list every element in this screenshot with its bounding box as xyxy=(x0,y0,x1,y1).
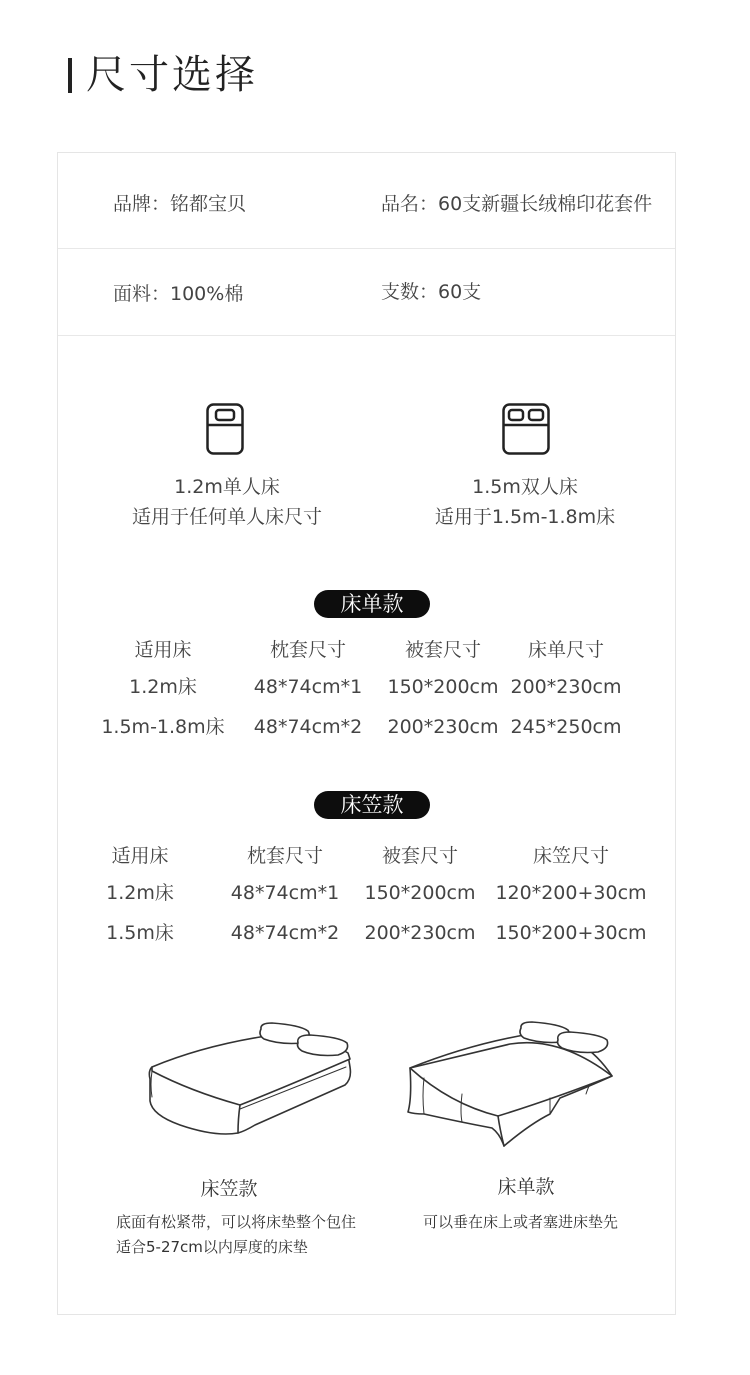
bed-title: 1.5m双人床 xyxy=(472,476,578,498)
product-name-text: 品名：60支新疆长绒棉印花套件 xyxy=(381,193,653,215)
table-cell: 200*230cm xyxy=(364,922,476,944)
bed-subtitle: 适用于任何单人床尺寸 xyxy=(131,506,322,528)
table-header: 床单尺寸 xyxy=(527,639,605,661)
bed-title: 1.2m单人床 xyxy=(174,476,280,498)
table-cell: 120*200+30cm xyxy=(495,882,647,904)
table-header: 床笠尺寸 xyxy=(532,845,610,867)
style-title: 床单款 xyxy=(497,1176,555,1198)
style-description: 可以垂在床上或者塞进床垫先 xyxy=(423,1213,619,1231)
table-cell: 150*200cm xyxy=(387,676,499,698)
page-title: 尺寸选择 xyxy=(86,52,258,98)
table-header: 适用床 xyxy=(111,845,169,867)
bed-subtitle: 适用于1.5m-1.8m床 xyxy=(434,506,616,528)
table-cell: 48*74cm*1 xyxy=(253,676,363,698)
single-bed-icon xyxy=(206,403,244,455)
section-label-pill: 床单款 xyxy=(314,590,430,618)
table-cell: 48*74cm*2 xyxy=(253,716,363,738)
style-description: 底面有松紧带，可以将床垫整个包住 xyxy=(116,1213,357,1231)
fitted-sheet-bed-illustration xyxy=(140,1015,360,1140)
table-header: 被套尺寸 xyxy=(404,639,482,661)
table-cell: 150*200cm xyxy=(364,882,476,904)
table-header: 枕套尺寸 xyxy=(269,639,347,661)
table-header: 枕套尺寸 xyxy=(246,845,324,867)
style-description: 适合5-27cm以内厚度的床垫 xyxy=(116,1238,308,1256)
table-cell: 48*74cm*2 xyxy=(230,922,340,944)
table-cell: 1.5m-1.8m床 xyxy=(101,716,225,738)
table-cell: 245*250cm xyxy=(510,716,622,738)
table-header: 适用床 xyxy=(134,639,192,661)
table-cell: 1.5m床 xyxy=(106,922,174,944)
thread-count-text: 支数：60支 xyxy=(381,281,482,303)
brand-text: 品牌：铭都宝贝 xyxy=(113,193,247,215)
table-cell: 200*230cm xyxy=(510,676,622,698)
table-cell: 200*230cm xyxy=(387,716,499,738)
style-title: 床笠款 xyxy=(200,1178,258,1200)
table-cell: 48*74cm*1 xyxy=(230,882,340,904)
double-bed-icon xyxy=(502,403,550,455)
title-accent-bar xyxy=(68,58,72,93)
table-cell: 1.2m床 xyxy=(129,676,197,698)
table-header: 被套尺寸 xyxy=(381,845,459,867)
divider xyxy=(58,335,675,336)
divider xyxy=(58,248,675,249)
table-cell: 150*200+30cm xyxy=(495,922,647,944)
table-cell: 1.2m床 xyxy=(106,882,174,904)
fabric-text: 面料：100%棉 xyxy=(113,283,244,305)
section-label-pill: 床笠款 xyxy=(314,791,430,819)
flat-sheet-bed-illustration xyxy=(400,1018,620,1148)
